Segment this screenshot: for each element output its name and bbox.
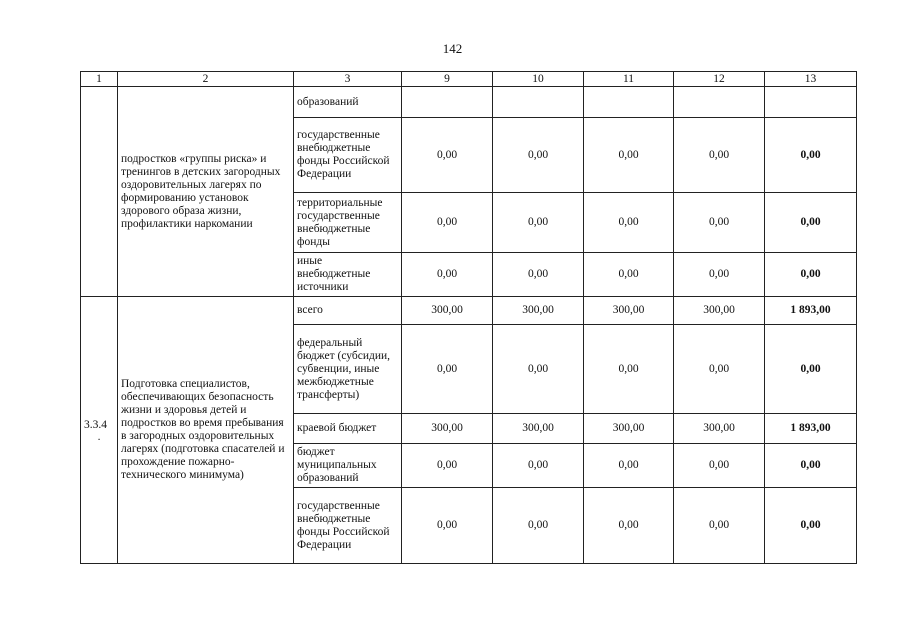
- value-cell: 0,00: [493, 488, 584, 564]
- funding-source: иные внебюджетные источники: [294, 253, 402, 297]
- total-cell: 0,00: [765, 253, 857, 297]
- value-cell: 0,00: [493, 444, 584, 488]
- value-cell: 0,00: [674, 193, 765, 253]
- value-cell: 300,00: [493, 297, 584, 325]
- funding-source: образований: [294, 87, 402, 118]
- value-cell: 0,00: [402, 253, 493, 297]
- value-cell: [674, 87, 765, 118]
- table-row: [81, 87, 857, 118]
- column-header: 12: [674, 72, 765, 87]
- value-cell: 0,00: [493, 193, 584, 253]
- index-cell: [81, 297, 118, 564]
- index-cell: [81, 87, 118, 297]
- value-cell: 0,00: [584, 444, 674, 488]
- value-cell: 0,00: [674, 444, 765, 488]
- funding-source: федеральный бюджет (субсидии, субвенции, иные межбюджетные трансферты): [294, 325, 402, 414]
- value-cell: 300,00: [402, 297, 493, 325]
- total-cell: 0,00: [765, 488, 857, 564]
- total-cell: [765, 87, 857, 118]
- value-cell: 300,00: [402, 414, 493, 444]
- value-cell: 0,00: [402, 488, 493, 564]
- column-header: 2: [118, 72, 294, 87]
- total-cell: 0,00: [765, 193, 857, 253]
- funding-source: государственные внебюджетные фонды Российской Федерации: [294, 118, 402, 193]
- total-cell: 0,00: [765, 444, 857, 488]
- funding-source: территориальные государственные внебюджетные фонды: [294, 193, 402, 253]
- value-cell: [584, 87, 674, 118]
- value-cell: 0,00: [584, 193, 674, 253]
- value-cell: 0,00: [674, 325, 765, 414]
- total-cell: 1 893,00: [765, 297, 857, 325]
- value-cell: 0,00: [493, 118, 584, 193]
- value-cell: 0,00: [584, 253, 674, 297]
- value-cell: 0,00: [674, 488, 765, 564]
- total-cell: 0,00: [765, 118, 857, 193]
- value-cell: [402, 87, 493, 118]
- value-cell: 0,00: [584, 118, 674, 193]
- value-cell: 300,00: [584, 297, 674, 325]
- column-header: 11: [584, 72, 674, 87]
- measure-description: подростков «группы риска» и тренингов в детских загородных оздоровительных лагерях по формированию установок здорового образа жизни, профилактики наркомании: [118, 87, 294, 297]
- column-header: 1: [81, 72, 118, 87]
- column-header: 13: [765, 72, 857, 87]
- index-mark: .: [97, 430, 101, 443]
- table-row: [81, 297, 857, 325]
- value-cell: 0,00: [674, 253, 765, 297]
- value-cell: 300,00: [584, 414, 674, 444]
- value-cell: 0,00: [493, 325, 584, 414]
- value-cell: 0,00: [402, 193, 493, 253]
- total-cell: 0,00: [765, 325, 857, 414]
- page-number: 142: [442, 41, 463, 56]
- measure-index: 3.3.4: [84, 418, 107, 431]
- funding-source: всего: [294, 297, 402, 325]
- value-cell: [493, 87, 584, 118]
- value-cell: 300,00: [674, 414, 765, 444]
- header-row: [81, 72, 857, 87]
- value-cell: 300,00: [674, 297, 765, 325]
- budget-table: [80, 71, 857, 564]
- value-cell: 0,00: [402, 444, 493, 488]
- value-cell: 0,00: [402, 118, 493, 193]
- column-header: 9: [402, 72, 493, 87]
- funding-source: бюджет муниципальных образований: [294, 444, 402, 488]
- column-header: 3: [294, 72, 402, 87]
- value-cell: 0,00: [584, 325, 674, 414]
- value-cell: 0,00: [402, 325, 493, 414]
- value-cell: 0,00: [493, 253, 584, 297]
- column-header: 10: [493, 72, 584, 87]
- value-cell: 0,00: [674, 118, 765, 193]
- funding-source: краевой бюджет: [294, 414, 402, 444]
- value-cell: 300,00: [493, 414, 584, 444]
- value-cell: 0,00: [584, 488, 674, 564]
- total-cell: 1 893,00: [765, 414, 857, 444]
- funding-source: государственные внебюджетные фонды Российской Федерации: [294, 488, 402, 564]
- measure-description: Подготовка специалистов, обеспечивающих безопасность жизни и здоровья детей и подростков во время пребывания в загородных оздоровительных лагерях (подготовка спасателей и прохождение пожарно-технического минимума): [118, 297, 294, 564]
